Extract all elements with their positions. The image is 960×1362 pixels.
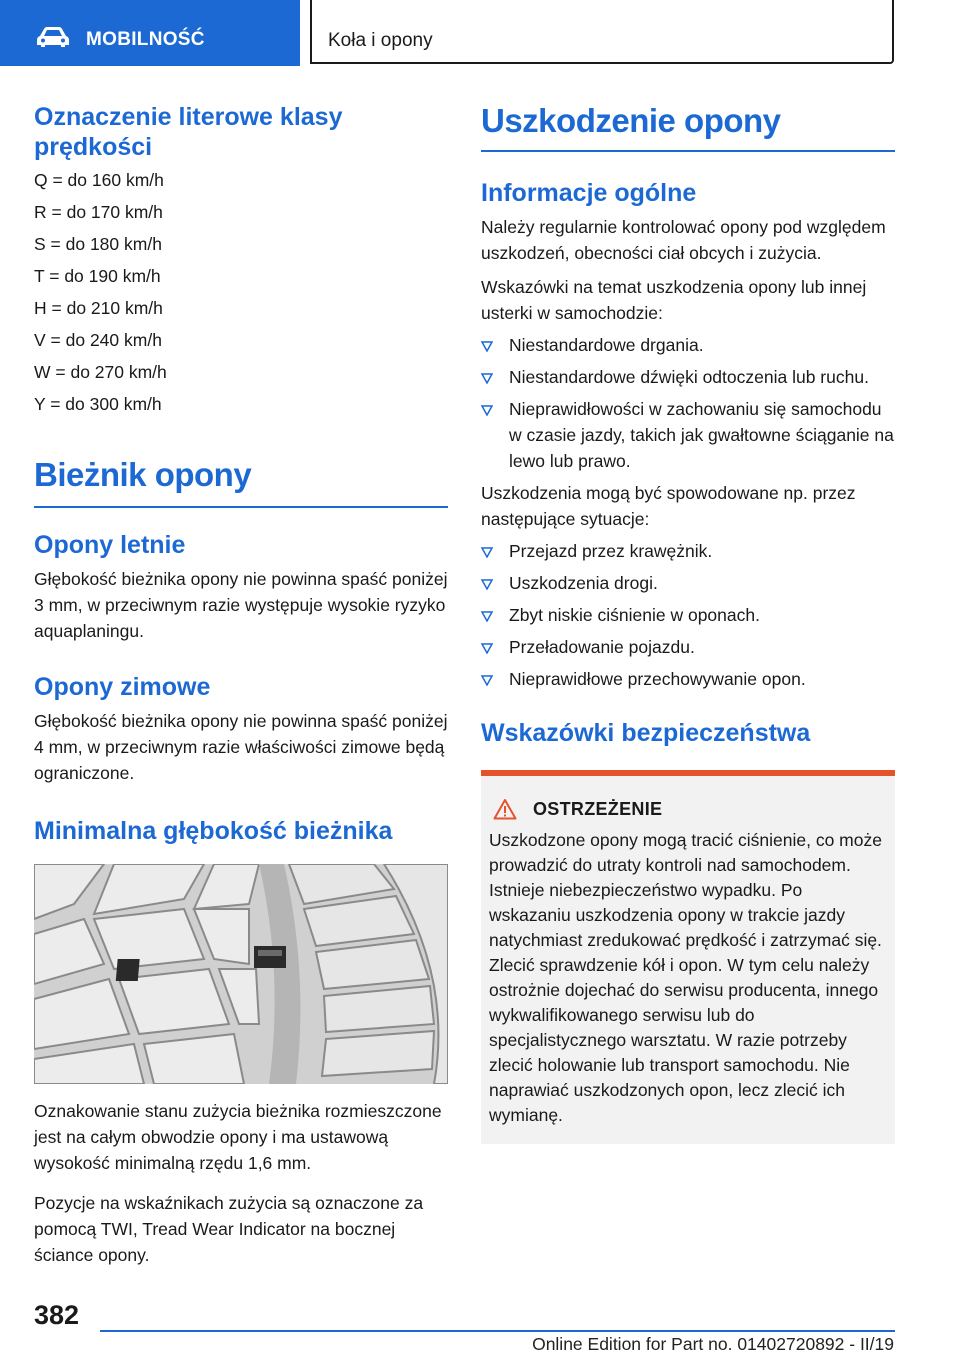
speed-line: S = do 180 km/h <box>34 234 162 254</box>
winter-tyres-heading: Opony zimowe <box>34 673 211 701</box>
causes-list <box>481 538 895 692</box>
warning-box <box>481 770 895 1144</box>
triangle-bullet-icon <box>481 405 493 416</box>
section-tab <box>0 0 300 66</box>
safety-heading: Wskazówki bezpieczeństwa <box>481 719 811 747</box>
edition-footer: Online Edition for Part no. 01402720892 - II/19 <box>532 1334 894 1354</box>
min-tread-text-2: Pozycje na wskaźnikach zużycia są oznaczone za pomocą TWI, Tread Wear Indicator na bocznej ściance opony. <box>34 1193 424 1265</box>
list-item: Niestandardowe dźwięki odtoczenia lub ruchu. <box>481 364 895 390</box>
general-info-text: Należy regularnie kontrolować opony pod względem uszkodzeń, obecności ciał obcych i zużycia. <box>481 217 886 263</box>
tire-tread-image <box>34 864 448 1084</box>
list-item: Niestandardowe drgania. <box>481 332 895 358</box>
min-tread-heading: Minimalna głębokość bieżnika <box>34 817 393 845</box>
speed-line: Q = do 160 km/h <box>34 170 164 190</box>
section-label: MOBILNOŚĆ <box>86 29 205 50</box>
triangle-bullet-icon <box>481 643 493 654</box>
list-item: Przejazd przez krawężnik. <box>481 538 895 564</box>
speed-line: R = do 170 km/h <box>34 202 163 222</box>
speed-class-list <box>34 164 448 420</box>
warning-triangle-icon <box>493 798 517 820</box>
summer-tyres-text: Głębokość bieżnika opony nie powinna spaść poniżej 3 mm, w przeciwnym razie występuje wysokie ryzyko aquaplaningu. <box>34 569 448 641</box>
list-item: Nieprawidłowe przechowywanie opon. <box>481 666 895 692</box>
speed-line: W = do 270 km/h <box>34 362 167 382</box>
speed-line: V = do 240 km/h <box>34 330 162 350</box>
speed-line: T = do 190 km/h <box>34 266 161 286</box>
chapter-tab <box>310 0 894 64</box>
triangle-bullet-icon <box>481 675 493 686</box>
car-icon <box>36 26 70 48</box>
triangle-bullet-icon <box>481 611 493 622</box>
list-item: Zbyt niskie ciśnienie w oponach. <box>481 602 895 628</box>
speed-line: H = do 210 km/h <box>34 298 163 318</box>
warning-header <box>489 798 887 820</box>
summer-tyres-heading: Opony letnie <box>34 531 186 559</box>
heading-rule <box>34 506 448 508</box>
list-item: Uszkodzenia drogi. <box>481 570 895 596</box>
winter-tyres-text: Głębokość bieżnika opony nie powinna spaść poniżej 4 mm, w przeciwnym razie właściwości zimowe będą ograniczone. <box>34 711 448 783</box>
triangle-bullet-icon <box>481 547 493 558</box>
hints-text: Wskazówki na temat uszkodzenia opony lub innej usterki w samochodzie: <box>481 277 867 323</box>
triangle-bullet-icon <box>481 579 493 590</box>
causes-text: Uszkodzenia mogą być spowodowane np. przez następujące sytuacje: <box>481 483 856 529</box>
footer-rule <box>100 1330 895 1332</box>
speed-class-heading: Oznaczenie literowe klasy prędkości <box>34 103 343 161</box>
general-info-heading: Informacje ogólne <box>481 179 697 207</box>
triangle-bullet-icon <box>481 373 493 384</box>
min-tread-text-1: Oznakowanie stanu zużycia bieżnika rozmieszczone jest na całym obwodzie opony i ma ustawową wysokość minimalną rzędu 1,6 mm. <box>34 1101 442 1173</box>
tread-heading: Bieżnik opony <box>34 456 252 493</box>
warning-text: Uszkodzone opony mogą tracić ciśnienie, co może prowadzić do utraty kontroli nad samochodem. Istnieje niebezpieczeństwo wypadku. Po wskazaniu uszkodzenia opony w trakcie jazdy natychmiast zredukować prędkość i zatrzymać się. Zlecić sprawdzenie kół i opon. W tym celu należy ostrożnie dojechać do serwisu producenta, innego wykwalifikowanego serwisu lub do specjalistycznego warsztatu. W razie potrzeby zlecić holowanie lub transport samochodu. Nie naprawiać uszkodzonych opon, lecz zlecić ich wymianę. <box>489 830 882 1125</box>
chapter-label: Koła i opony <box>328 30 433 51</box>
triangle-bullet-icon <box>481 341 493 352</box>
hints-list <box>481 332 895 474</box>
page-number: 382 <box>34 1300 80 1330</box>
tread-wear-illustration <box>34 864 448 1084</box>
heading-rule <box>481 150 895 152</box>
left-column <box>34 102 448 1268</box>
tyre-damage-heading: Uszkodzenie opony <box>481 102 781 139</box>
speed-line: Y = do 300 km/h <box>34 394 162 414</box>
list-item: Przeładowanie pojazdu. <box>481 634 895 660</box>
list-item: Nieprawidłowości w zachowaniu się samochodu w czasie jazdy, takich jak gwałtowne ściąganie na lewo lub prawo. <box>481 396 895 474</box>
right-column <box>481 102 895 1144</box>
warning-label: OSTRZEŻENIE <box>533 798 663 819</box>
